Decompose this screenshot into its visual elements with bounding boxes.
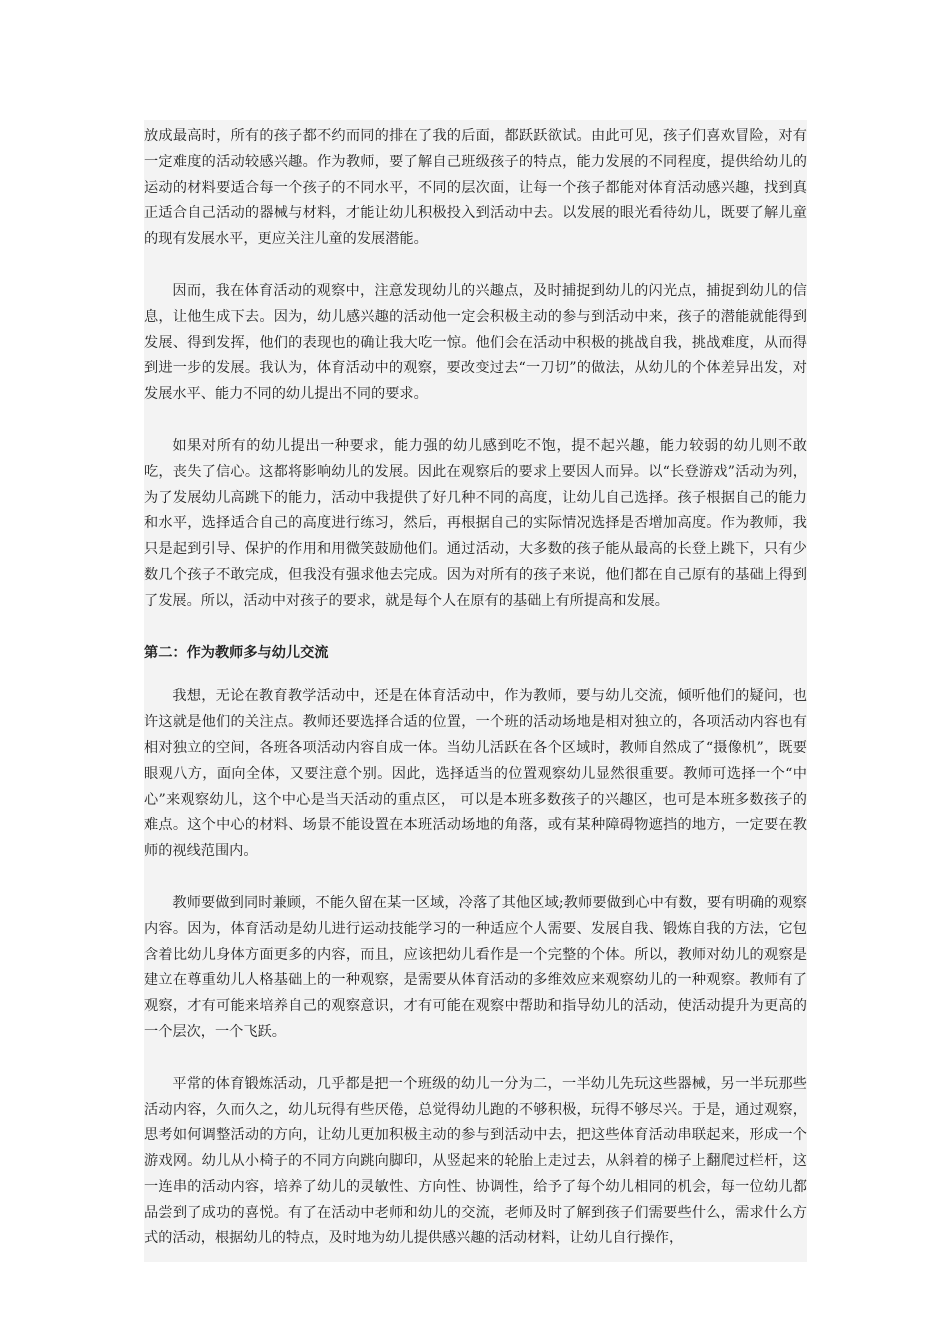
section-heading: 第二：作为教师多与幼儿交流 [144, 644, 329, 661]
paragraph: 我想，无论在教育教学活动中，还是在体育活动中，作为教师，要与幼儿交流，倾听他们的疑问，也许这就是他们的关注点。教师还要选择合适的位置，一个班的活动场地是相对独立的，各项活动内容也有相对独立的空间，各班各项活动内容自成一体。当幼儿活跃在各个区域时，教师自然成了“摄像机”，既要眼观八方，面向全体，又要注意个别。因此，选择适当的位置观察幼儿显然很重要。教师可选择一个“中心”来观察幼儿，这个中心是当天活动的重点区， 可以是本班多数孩子的兴趣区，也可是本班多数孩子的难点。这个中心的材料、场景不能设置在本班活动场地的角落，或有某种障碍物遮挡的地方，一定要在教师的视线范围内。 [144, 688, 807, 860]
document-body [144, 120, 807, 1262]
paragraph: 放成最高时，所有的孩子都不约而同的排在了我的后面，都跃跃欲试。由此可见，孩子们喜欢冒险，对有一定难度的活动较感兴趣。作为教师，要了解自己班级孩子的特点，能力发展的不同程度，提供给幼儿的运动的材料要适合每一个孩子的不同水平，不同的层次面，让每一个孩子都能对体育活动感兴趣，找到真正适合自己活动的器械与材料，才能让幼儿积极投入到活动中去。以发展的眼光看待幼儿，既要了解儿童的现有发展水平，更应关注儿童的发展潜能。 [144, 128, 807, 248]
paragraph: 教师要做到同时兼顾，不能久留在某一区域，冷落了其他区域;教师要做到心中有数，要有明确的观察内容。因为，体育活动是幼儿进行运动技能学习的一种适应个人需要、发展自我、锻炼自我的方法，它包含着比幼儿身体方面更多的内容，而且，应该把幼儿看作是一个完整的个体。所以，教师对幼儿的观察是建立在尊重幼儿人格基础上的一种观察，是需要从体育活动的多维效应来观察幼儿的一种观察。教师有了观察，才有可能来培养自己的观察意识，才有可能在观察中帮助和指导幼儿的活动，使活动提升为更高的一个层次，一个飞跃。 [144, 894, 807, 1040]
paragraph: 如果对所有的幼儿提出一种要求，能力强的幼儿感到吃不饱，提不起兴趣，能力较弱的幼儿则不敢吃，丧失了信心。这都将影响幼儿的发展。因此在观察后的要求上要因人而异。以“长登游戏”活动为列，为了发展幼儿高跳下的能力，活动中我提供了好几种不同的高度，让幼儿自己选择。孩子根据自己的能力和水平，选择适合自己的高度进行练习，然后，再根据自己的实际情况选择是否增加高度。作为教师，我只是起到引导、保护的作用和用微笑鼓励他们。通过活动，大多数的孩子能从最高的长登上跳下，只有少数几个孩子不敢完成，但我没有强求他去完成。因为对所有的孩子来说，他们都在自己原有的基础上得到了发展。所以，活动中对孩子的要求，就是每个人在原有的基础上有所提高和发展。 [144, 437, 807, 609]
paragraph: 因而，我在体育活动的观察中，注意发现幼儿的兴趣点，及时捕捉到幼儿的闪光点，捕捉到幼儿的信息，让他生成下去。因为，幼儿感兴趣的活动他一定会积极主动的参与到活动中来，孩子的潜能就能得到发展、得到发挥，他们的表现也的确让我大吃一惊。他们会在活动中积极的挑战自我，挑战难度，从而得到进一步的发展。我认为，体育活动中的观察，要改变过去“一刀切”的做法，从幼儿的个体差异出发，对发展水平、能力不同的幼儿提出不同的要求。 [144, 282, 807, 403]
paragraph: 平常的体育锻炼活动，几乎都是把一个班级的幼儿一分为二，一半幼儿先玩这些器械，另一半玩那些活动内容，久而久之，幼儿玩得有些厌倦，总觉得幼儿跑的不够积极，玩得不够尽兴。于是，通过观察，思考如何调整活动的方向，让幼儿更加积极主动的参与到活动中去，把这些体育活动串联起来，形成一个游戏网。幼儿从小椅子的不同方向跳向脚印，从竖起来的轮胎上走过去，从斜着的梯子上翻爬过栏杆，这一连串的活动内容，培养了幼儿的灵敏性、方向性、协调性，给予了每个幼儿相同的机会，每一位幼儿都品尝到了成功的喜悦。有了在活动中老师和幼儿的交流，老师及时了解到孩子们需要些什么，需求什么方式的活动，根据幼儿的特点，及时地为幼儿提供感兴趣的活动材料，让幼儿自行操作， [144, 1075, 807, 1247]
